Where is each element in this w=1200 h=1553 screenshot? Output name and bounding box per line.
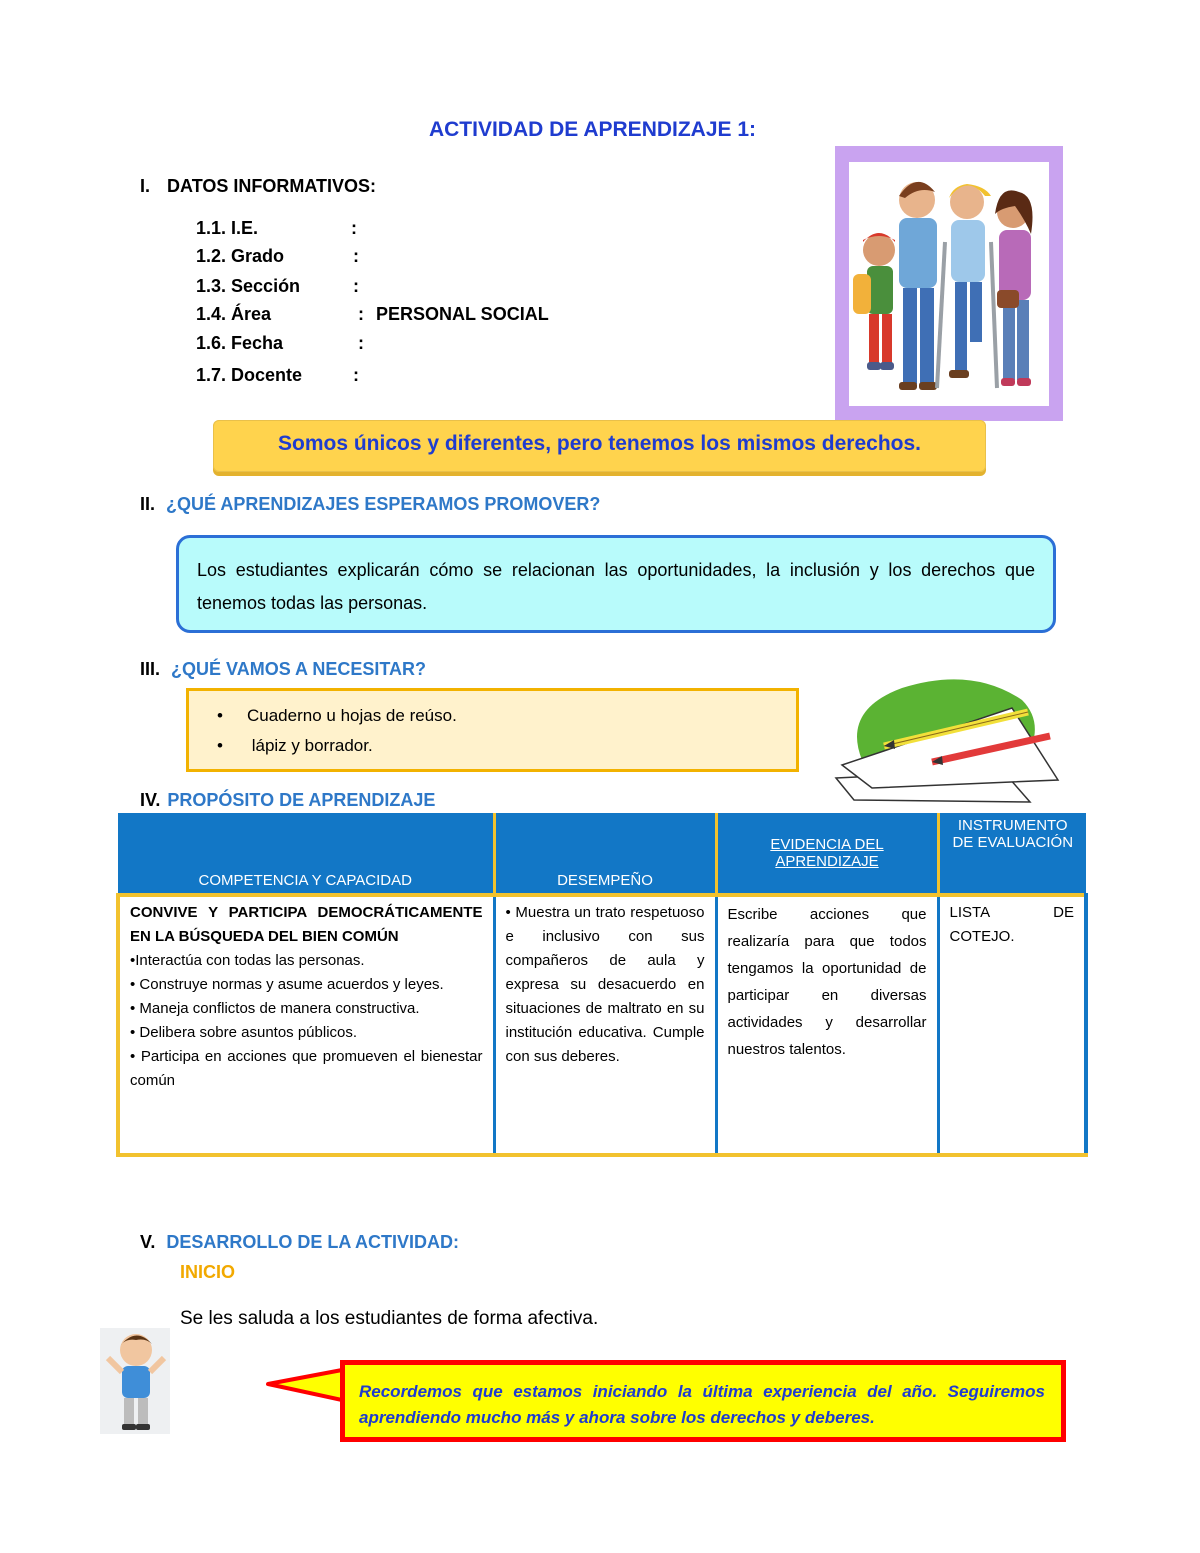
header-evidencia: EVIDENCIA DEL APRENDIZAJE (716, 813, 938, 895)
header-instrumento: INSTRUMENTO DE EVALUACIÓN (938, 813, 1086, 895)
document-title: ACTIVIDAD DE APRENDIZAJE 1: (428, 118, 757, 141)
section-2-number: II. (140, 494, 156, 514)
section-5-heading (140, 1232, 459, 1253)
info-label: 1.3. Sección (196, 276, 301, 296)
desempeno-cell: • Muestra un trato respetuoso e inclusivo con sus compañeros de aula y expresa su desacuerdo en situaciones de maltrato en su institución educativa. Cumple con sus deberes. (494, 895, 716, 1155)
info-colon: : (353, 246, 359, 266)
info-colon: : (358, 333, 364, 353)
info-label: 1.6. Fecha (196, 333, 284, 353)
boy-thumbs-up-illustration-icon (100, 1328, 170, 1434)
section-2-heading (140, 494, 600, 515)
learning-purpose-text: Los estudiantes explicarán cómo se relacionan las oportunidades, la inclusión y los derechos que tenemos todas las personas. (197, 560, 1035, 613)
section-3-heading (140, 659, 426, 680)
learning-purpose-box (176, 535, 1056, 633)
speech-pointer-icon (266, 1364, 346, 1408)
section-5-number: V. (140, 1232, 156, 1252)
capacidad-item: • Construye normas y asume acuerdos y leyes. (130, 976, 444, 993)
capacidad-item: •Interactúa con todas las personas. (130, 952, 365, 969)
info-colon: : (353, 276, 359, 296)
competencia-title: CONVIVE Y PARTICIPA DEMOCRÁTICAMENTE EN LA BÚSQUEDA DEL BIEN COMÚN (130, 904, 483, 945)
section-2-title: ¿QUÉ APRENDIZAJES ESPERAMOS PROMOVER? (166, 494, 601, 514)
motto-banner (213, 420, 986, 472)
children-group-illustration-icon (849, 162, 1049, 406)
info-colon: : (358, 304, 364, 324)
section-1-title: DATOS INFORMATIVOS: (167, 176, 377, 196)
list-item (217, 731, 457, 761)
capacidad-item: • Participa en acciones que promueven el bienestar común (130, 1048, 483, 1089)
header-competencia: COMPETENCIA Y CAPACIDAD (118, 813, 494, 895)
bullet-icon: • (217, 706, 223, 725)
capacidad-item: • Delibera sobre asuntos públicos. (130, 1024, 358, 1041)
info-label: 1.2. Grado (196, 246, 285, 266)
header-desempeno: DESEMPEÑO (494, 813, 716, 895)
info-label: 1.1. I.E. (196, 218, 259, 238)
section-3-number: III. (140, 659, 161, 679)
table-row (118, 895, 1086, 1155)
competencia-cell (118, 895, 494, 1155)
table-header-row (118, 813, 1086, 895)
phase-inicio: INICIO (180, 1262, 236, 1282)
section-5-title: DESARROLLO DE LA ACTIVIDAD: (166, 1232, 460, 1252)
info-label: 1.4. Área (196, 304, 272, 324)
info-colon: : (353, 365, 359, 385)
greeting-text: Se les saluda a los estudiantes de forma afectiva. (180, 1308, 599, 1329)
section-1-heading (140, 176, 376, 197)
info-label: 1.7. Docente (196, 365, 303, 385)
bullet-icon: • (217, 736, 223, 755)
list-item (217, 701, 457, 731)
reminder-box (340, 1360, 1066, 1442)
section-4-heading (140, 790, 435, 811)
material-text: Cuaderno u hojas de reúso. (247, 706, 457, 725)
instrumento-cell: LISTA DE COTEJO. (938, 895, 1086, 1155)
section-4-title: PROPÓSITO DE APRENDIZAJE (167, 790, 436, 810)
capacidad-item: • Maneja conflictos de manera constructiva. (130, 1000, 420, 1017)
section-4-number: IV. (140, 790, 161, 810)
area-value: PERSONAL SOCIAL (376, 304, 549, 324)
motto-text: Somos únicos y diferentes, pero tenemos los mismos derechos. (277, 432, 922, 455)
section-3-title: ¿QUÉ VAMOS A NECESITAR? (171, 659, 427, 679)
paper-and-pencils-illustration-icon (832, 670, 1064, 805)
section-1-number: I. (140, 176, 151, 196)
material-text: lápiz y borrador. (247, 736, 373, 755)
evidencia-cell: Escribe acciones que realizaría para que todos tengamos la oportunidad de participar en diversas actividades y desarrollar nuestros talentos. (716, 895, 938, 1155)
materials-list (217, 701, 457, 761)
reminder-text: Recordemos que estamos iniciando la última experiencia del año. Seguiremos aprendiendo mucho más y ahora sobre los derechos y deberes. (359, 1382, 1045, 1427)
info-colon: : (351, 218, 357, 238)
children-photo-frame (835, 146, 1063, 421)
materials-box (186, 688, 799, 772)
learning-purpose-table (116, 813, 1088, 1157)
